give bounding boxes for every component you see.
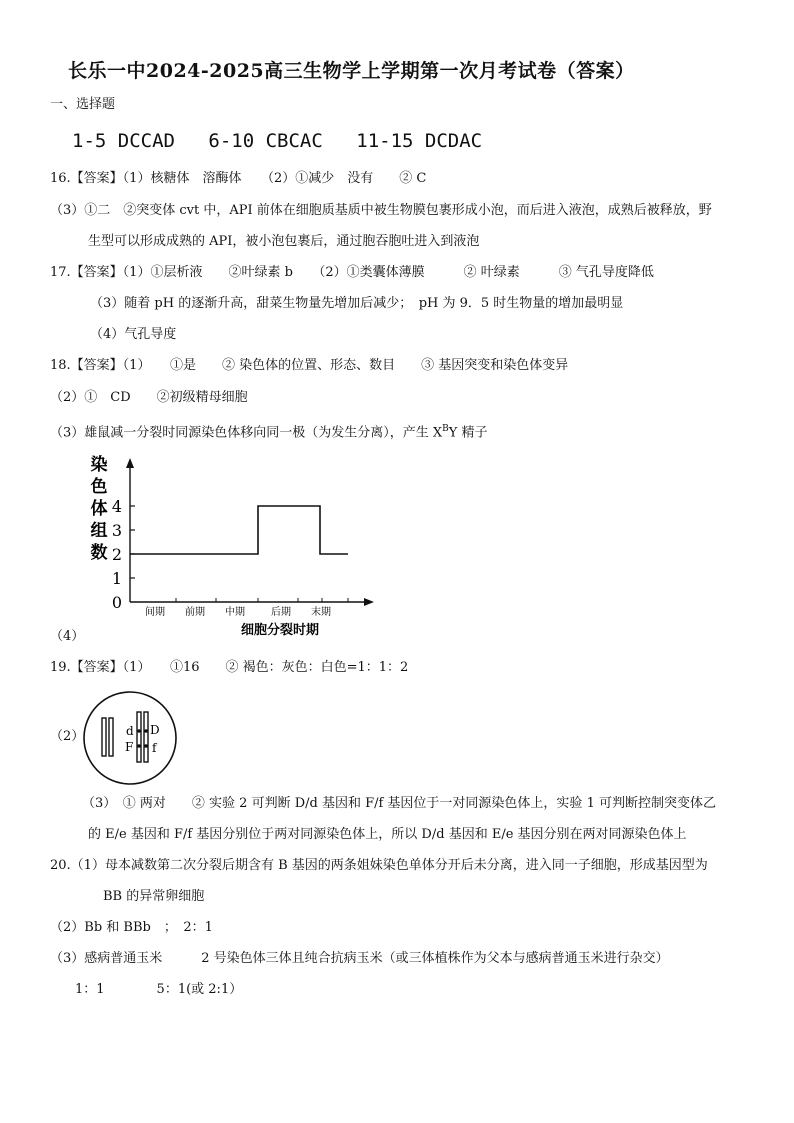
q17-line-1: 17.【答案】（1）①层析液 ②叶绿素 b （2）①类囊体薄膜 ② 叶绿素 ③ 气孔导度降低 (50, 265, 654, 280)
svg-text:染色体组数: 染色体组数 (90, 455, 108, 563)
choice-answer-group: 1-5 DCCAD (72, 130, 175, 152)
chromosome-set-chart (80, 452, 400, 642)
q16-line-1: 16.【答案】（1）核糖体 溶酶体 （2）①减少 没有 ② C (50, 171, 427, 186)
q19-line-3: （3） ① 两对 ② 实验 2 可判断 D/d 基因和 F/f 基因位于一对同源染色体上，实验 1 可判断控制突变体乙 (82, 796, 716, 811)
chromosome (137, 712, 141, 762)
gene-label: d (126, 724, 134, 738)
q20-line-4: （3）感病普通玉米 2 号染色体三体且纯合抗病玉米（或三体植株作为父本与感病普通玉米进行杂交） (50, 951, 669, 966)
y-axis-arrow (126, 458, 134, 468)
gene-locus-dot (137, 744, 141, 748)
y-tick-label: 2 (111, 545, 122, 564)
choice-answers (72, 130, 504, 152)
gene-label: D (150, 723, 160, 737)
gene-label: f (152, 741, 157, 755)
q20-line-1: 20.（1）母本减数第二次分裂后期含有 B 基因的两条姐妹染色单体分开后未分离，进入同一子细胞，形成基因型为 (50, 858, 708, 873)
x-tick-label: 间期 (145, 607, 165, 618)
y-tick-label: 3 (111, 521, 122, 540)
section-heading: 一、选择题 (50, 97, 116, 112)
gene-locus-dot (137, 729, 141, 733)
x-axis-arrow (364, 598, 374, 606)
page-title: 长乐一中2024-2025高三生物学上学期第一次月考试卷（答案） (68, 60, 635, 82)
x-tick-label: 中期 (225, 607, 245, 618)
chromosome (144, 712, 148, 762)
chromosome (109, 718, 113, 756)
gene-label: F (125, 740, 134, 754)
q20-line-5: 1：1 5：1(或 2:1） (75, 982, 243, 997)
q17-line-2: （3）随着 pH 的逐渐升高，甜菜生物量先增加后减少； pH 为 9．5 时生物量的增加最明显 (90, 296, 624, 311)
cell-membrane (84, 692, 176, 784)
q19-line-4: 的 E/e 基因和 F/f 基因分别位于两对同源染色体上，所以 D/d 基因和 E/e 基因分别在两对同源染色体上 (88, 827, 687, 842)
q19-line-2: （2） (50, 729, 85, 744)
q18-line-4: （4） (50, 629, 85, 644)
q20-line-3: （2）Bb 和 BBb ； 2：1 (50, 920, 213, 935)
gene-locus-dot (144, 744, 148, 748)
y-tick-label: 4 (111, 497, 122, 516)
series-line (130, 506, 348, 554)
q18-line-3-text: （3）雄鼠减一分裂时同源染色体移向同一极（为发生分离），产生 X (50, 425, 443, 441)
q19-line-1: 19.【答案】（1） ①16 ② 褐色：灰色：白色=1：1：2 (50, 660, 409, 675)
chromosome (102, 718, 106, 756)
q18-line-3-tail: Y 精子 (448, 425, 488, 441)
cell-diagram (80, 688, 180, 792)
q20-line-2: BB 的异常卵细胞 (103, 889, 205, 904)
x-tick-label: 前期 (185, 607, 205, 618)
x-tick-label: 后期 (271, 607, 291, 618)
q18-line-1: 18.【答案】（1） ①是 ② 染色体的位置、形态、数目 ③ 基因突变和染色体变异 (50, 358, 569, 373)
x-tick-label: 末期 (311, 607, 331, 618)
y-tick-label: 1 (111, 569, 122, 588)
gene-locus-dot (144, 729, 148, 733)
choice-answer-group: 6-10 CBCAC (208, 130, 323, 152)
q18-line-3 (50, 420, 488, 442)
y-axis-label (91, 455, 108, 563)
x-axis-label: 细胞分裂时期 (240, 623, 320, 638)
y-tick-label: 0 (111, 593, 122, 612)
q18-line-2: （2）① CD ②初级精母细胞 (50, 390, 248, 405)
q16-line-2: （3）①二 ②突变体 cvt 中，API 前体在细胞质基质中被生物膜包裹形成小泡，而后进入液泡，成熟后被释放，野 (50, 203, 712, 218)
q17-line-3: （4）气孔导度 (90, 327, 177, 342)
q16-line-3: 生型可以形成成熟的 API，被小泡包裹后，通过胞吞胞吐进入到液泡 (88, 234, 480, 249)
q18-superscript: B (442, 424, 449, 434)
choice-answer-group: 11-15 DCDAC (356, 130, 483, 152)
